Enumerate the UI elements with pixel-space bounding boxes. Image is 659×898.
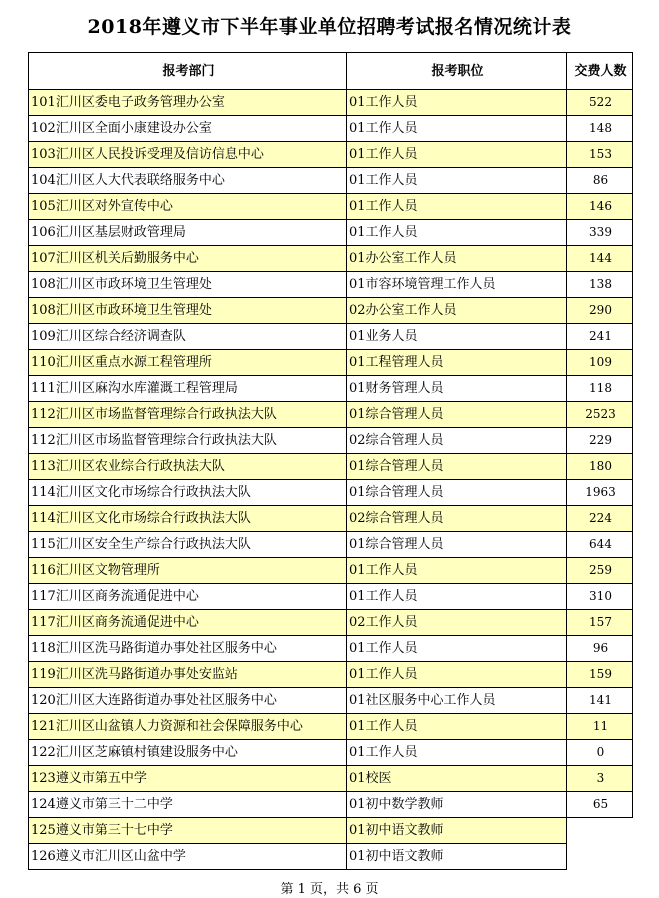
cell-count: 644 (567, 532, 633, 558)
table-row (29, 428, 633, 454)
cell-position: 01工作人员 (347, 558, 567, 584)
cell-position: 01财务管理人员 (347, 376, 567, 402)
cell-count: 118 (567, 376, 633, 402)
cell-count: 96 (567, 636, 633, 662)
cell-dept: 124遵义市第三十二中学 (29, 792, 347, 818)
cell-dept: 120汇川区大连路街道办事处社区服务中心 (29, 688, 347, 714)
cell-dept: 101汇川区委电子政务管理办公室 (29, 90, 347, 116)
cell-position: 01业务人员 (347, 324, 567, 350)
table-row (29, 506, 633, 532)
cell-position: 01综合管理人员 (347, 480, 567, 506)
cell-dept: 108汇川区市政环境卫生管理处 (29, 298, 347, 324)
cell-dept: 109汇川区综合经济调查队 (29, 324, 347, 350)
table-row (29, 142, 633, 168)
cell-position: 01综合管理人员 (347, 454, 567, 480)
cell-dept: 107汇川区机关后勤服务中心 (29, 246, 347, 272)
cell-count: 259 (567, 558, 633, 584)
cell-count: 65 (567, 792, 633, 818)
cell-count: 86 (567, 168, 633, 194)
cell-position: 01工程管理人员 (347, 350, 567, 376)
table-row (29, 454, 633, 480)
cell-dept: 110汇川区重点水源工程管理所 (29, 350, 347, 376)
table-row (29, 194, 633, 220)
table-row (29, 350, 633, 376)
cell-dept: 114汇川区文化市场综合行政执法大队 (29, 506, 347, 532)
table-row (29, 662, 633, 688)
cell-dept: 121汇川区山盆镇人力资源和社会保障服务中心 (29, 714, 347, 740)
cell-dept: 117汇川区商务流通促进中心 (29, 584, 347, 610)
cell-count: 11 (567, 714, 633, 740)
cell-count: 159 (567, 662, 633, 688)
cell-position: 01工作人员 (347, 662, 567, 688)
table-row (29, 116, 633, 142)
table-row (29, 688, 633, 714)
cell-position: 01综合管理人员 (347, 532, 567, 558)
table-header-row (29, 53, 633, 90)
table-row (29, 246, 633, 272)
cell-position: 02综合管理人员 (347, 428, 567, 454)
cell-position: 01工作人员 (347, 740, 567, 766)
cell-position: 01工作人员 (347, 584, 567, 610)
table-row (29, 792, 633, 818)
table-body (29, 90, 633, 870)
page-title: 2018年遵义市下半年事业单位招聘考试报名情况统计表 (87, 16, 572, 38)
cell-position: 02办公室工作人员 (347, 298, 567, 324)
table-row (29, 714, 633, 740)
cell-dept: 118汇川区洗马路街道办事处社区服务中心 (29, 636, 347, 662)
table-row (29, 220, 633, 246)
cell-count (567, 818, 633, 844)
table-row (29, 376, 633, 402)
cell-position: 02综合管理人员 (347, 506, 567, 532)
cell-dept: 105汇川区对外宣传中心 (29, 194, 347, 220)
cell-count: 148 (567, 116, 633, 142)
cell-position: 01办公室工作人员 (347, 246, 567, 272)
cell-position: 01工作人员 (347, 168, 567, 194)
cell-position: 01工作人员 (347, 194, 567, 220)
cell-count: 3 (567, 766, 633, 792)
cell-count: 241 (567, 324, 633, 350)
cell-count: 153 (567, 142, 633, 168)
cell-position: 01工作人员 (347, 116, 567, 142)
cell-dept: 125遵义市第三十七中学 (29, 818, 347, 844)
cell-count: 229 (567, 428, 633, 454)
cell-dept: 123遵义市第五中学 (29, 766, 347, 792)
cell-position: 01工作人员 (347, 90, 567, 116)
cell-dept: 116汇川区文物管理所 (29, 558, 347, 584)
cell-count: 141 (567, 688, 633, 714)
cell-count: 290 (567, 298, 633, 324)
table-row (29, 480, 633, 506)
cell-position: 01市容环境管理工作人员 (347, 272, 567, 298)
table-row (29, 636, 633, 662)
cell-count: 2523 (567, 402, 633, 428)
cell-position: 01初中数学教师 (347, 792, 567, 818)
header-position: 报考职位 (347, 53, 567, 90)
table-row (29, 818, 633, 844)
header-dept: 报考部门 (29, 53, 347, 90)
cell-dept: 122汇川区芝麻镇村镇建设服务中心 (29, 740, 347, 766)
cell-count: 109 (567, 350, 633, 376)
table-row (29, 766, 633, 792)
cell-dept: 104汇川区人大代表联络服务中心 (29, 168, 347, 194)
cell-dept: 102汇川区全面小康建设办公室 (29, 116, 347, 142)
header-count: 交费人数 (567, 53, 633, 90)
cell-count: 339 (567, 220, 633, 246)
cell-dept: 111汇川区麻沟水库灌溉工程管理局 (29, 376, 347, 402)
cell-position: 01工作人员 (347, 636, 567, 662)
cell-count: 144 (567, 246, 633, 272)
cell-dept: 126遵义市汇川区山盆中学 (29, 844, 347, 870)
cell-count: 146 (567, 194, 633, 220)
cell-position: 01工作人员 (347, 142, 567, 168)
cell-count: 180 (567, 454, 633, 480)
cell-dept: 112汇川区市场监督管理综合行政执法大队 (29, 402, 347, 428)
table-row (29, 272, 633, 298)
cell-dept: 108汇川区市政环境卫生管理处 (29, 272, 347, 298)
cell-count: 310 (567, 584, 633, 610)
cell-dept: 117汇川区商务流通促进中心 (29, 610, 347, 636)
cell-count (567, 844, 633, 870)
cell-dept: 106汇川区基层财政管理局 (29, 220, 347, 246)
cell-dept: 112汇川区市场监督管理综合行政执法大队 (29, 428, 347, 454)
table-row (29, 610, 633, 636)
table-row (29, 844, 633, 870)
cell-dept: 119汇川区洗马路街道办事处安监站 (29, 662, 347, 688)
table-row (29, 740, 633, 766)
table-row (29, 324, 633, 350)
cell-count: 157 (567, 610, 633, 636)
registration-table (28, 52, 633, 870)
table-row (29, 532, 633, 558)
cell-position: 01初中语文教师 (347, 818, 567, 844)
cell-position: 01校医 (347, 766, 567, 792)
cell-count: 522 (567, 90, 633, 116)
cell-count: 138 (567, 272, 633, 298)
cell-position: 01初中语文教师 (347, 844, 567, 870)
table-row (29, 558, 633, 584)
cell-dept: 114汇川区文化市场综合行政执法大队 (29, 480, 347, 506)
cell-position: 01工作人员 (347, 220, 567, 246)
table-row (29, 298, 633, 324)
table-row (29, 168, 633, 194)
cell-count: 1963 (567, 480, 633, 506)
cell-position: 01工作人员 (347, 714, 567, 740)
cell-position: 02工作人员 (347, 610, 567, 636)
cell-dept: 115汇川区安全生产综合行政执法大队 (29, 532, 347, 558)
table-row (29, 90, 633, 116)
page-footer: 第 1 页，共 6 页 (280, 882, 379, 897)
cell-count: 224 (567, 506, 633, 532)
cell-position: 01社区服务中心工作人员 (347, 688, 567, 714)
cell-dept: 113汇川区农业综合行政执法大队 (29, 454, 347, 480)
cell-position: 01综合管理人员 (347, 402, 567, 428)
cell-dept: 103汇川区人民投诉受理及信访信息中心 (29, 142, 347, 168)
table-row (29, 584, 633, 610)
cell-count: 0 (567, 740, 633, 766)
table-row (29, 402, 633, 428)
